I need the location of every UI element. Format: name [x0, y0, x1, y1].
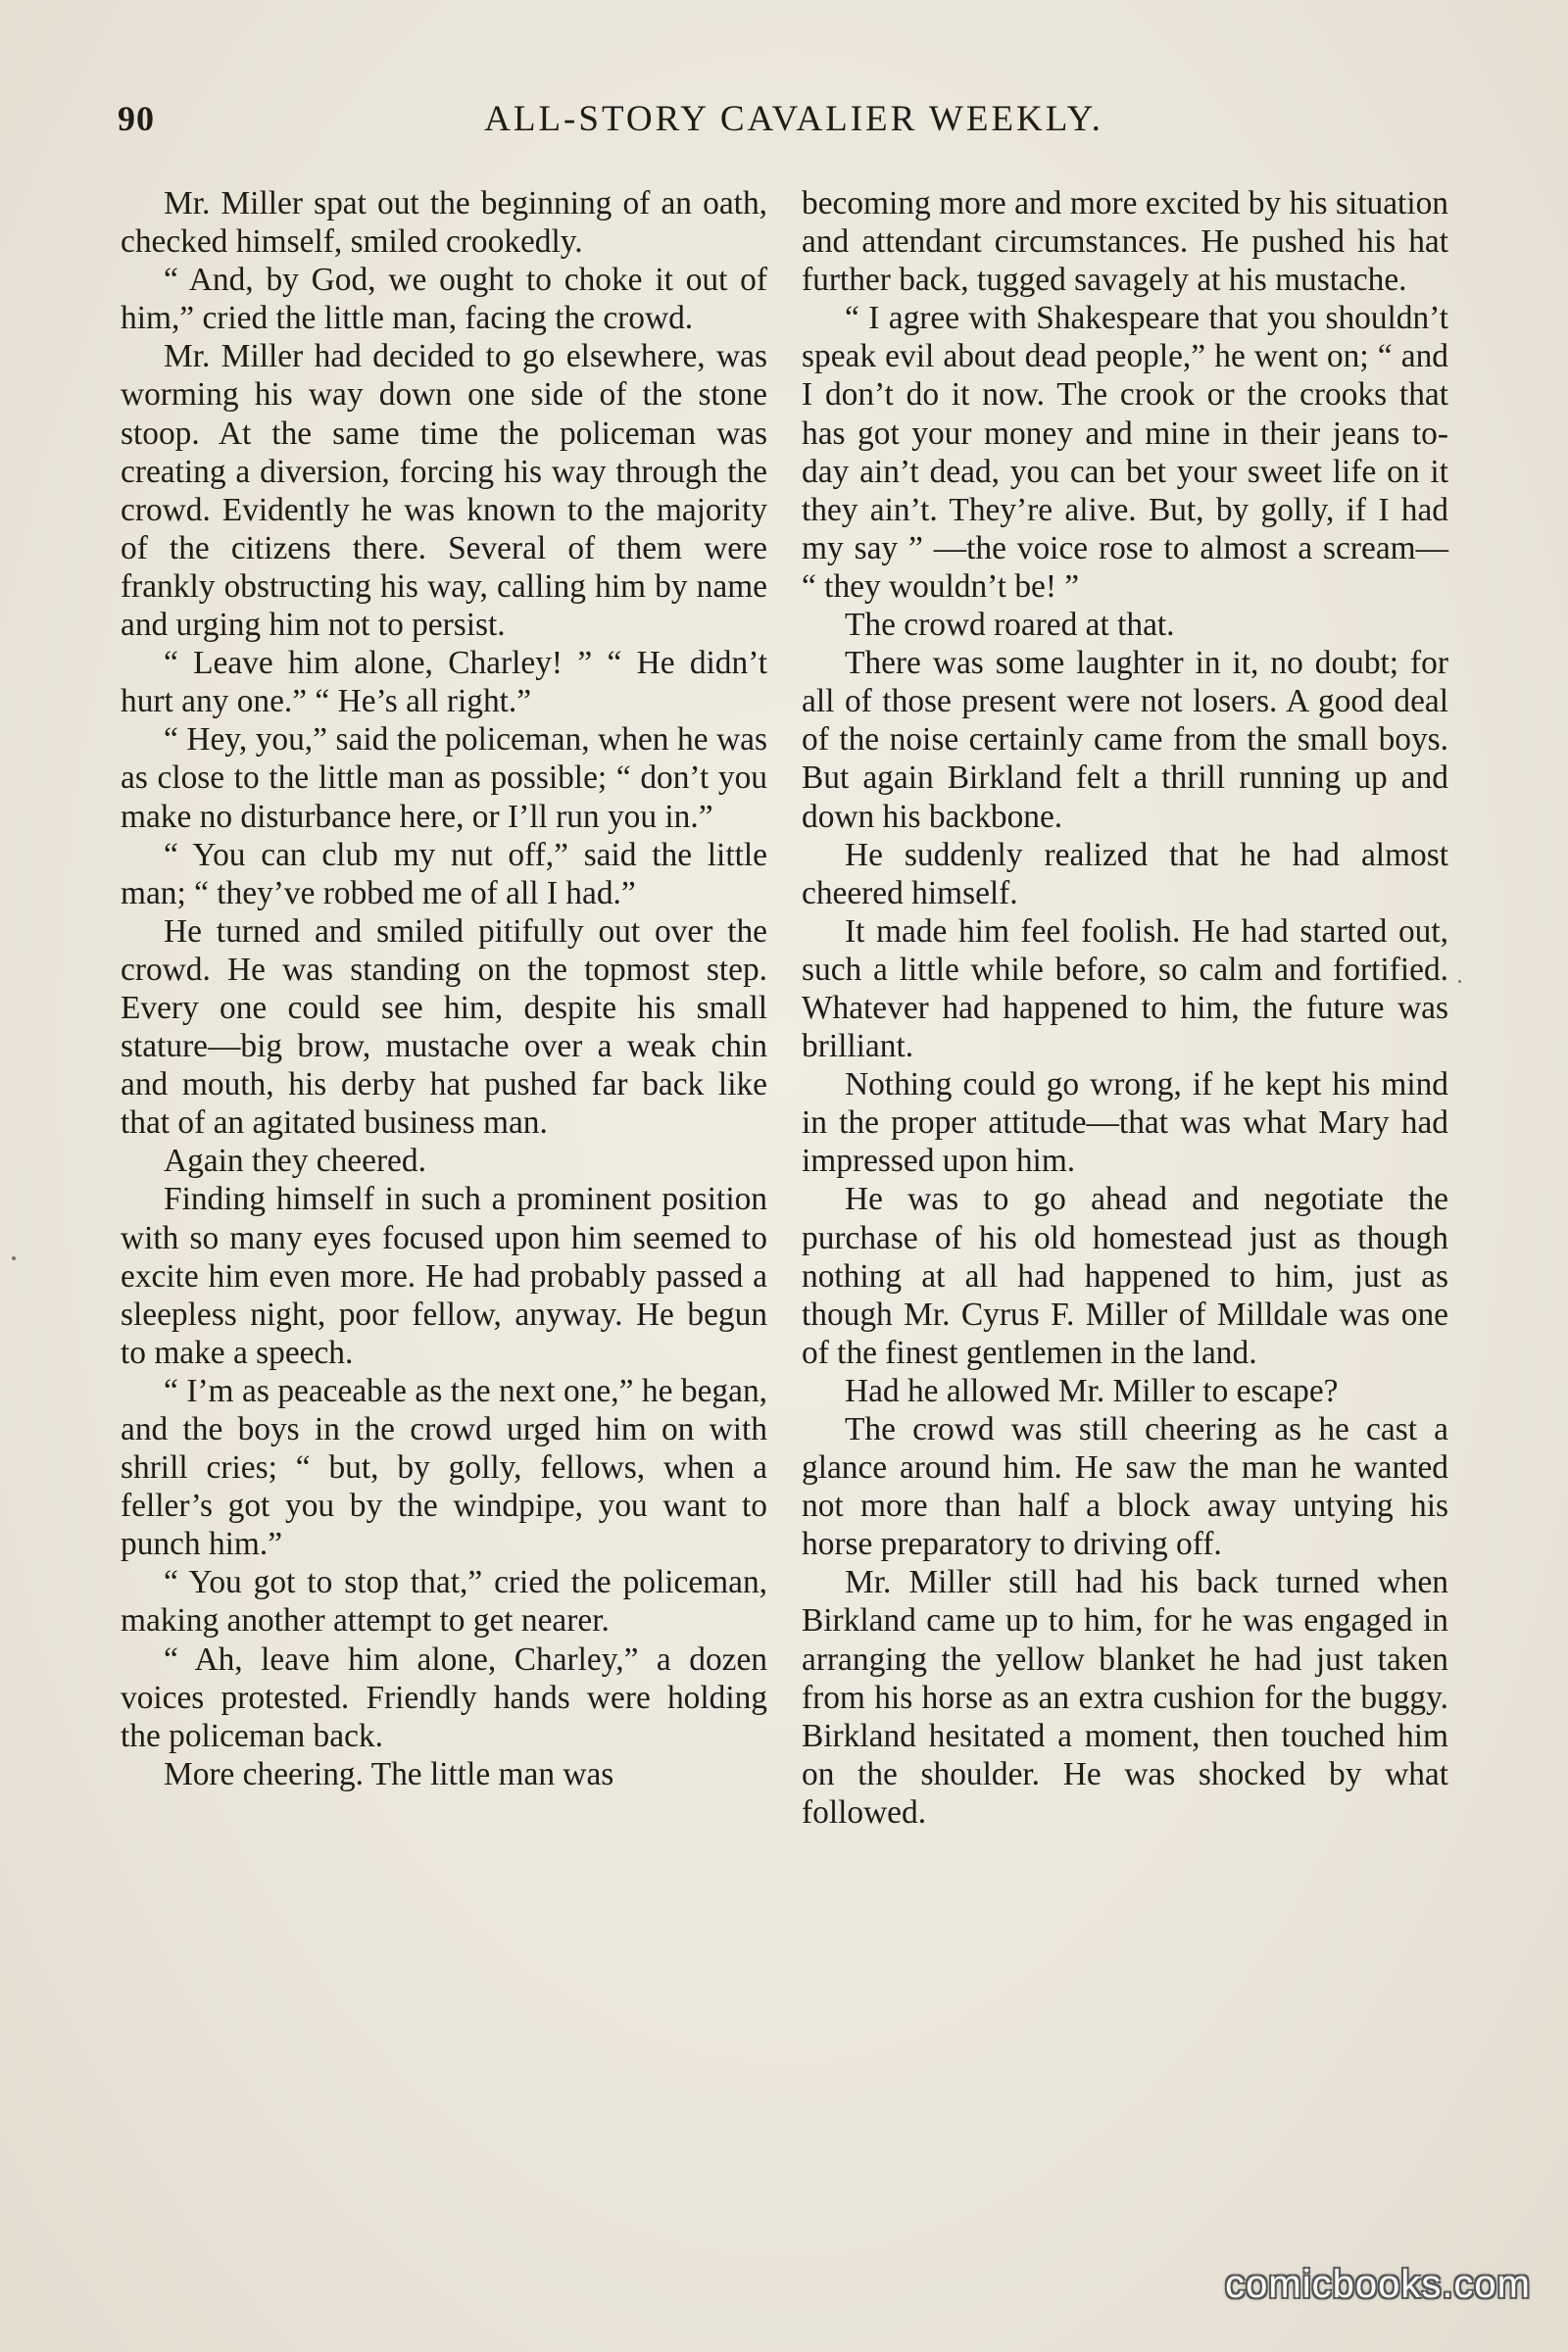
paragraph: Again they cheered.: [164, 1143, 426, 1180]
paragraph: becoming more and more excited by his situation and attendant circumstances. He pushed his hat further back, tugged savagely at his mustache.: [802, 185, 1448, 299]
page-number: 90: [118, 99, 155, 138]
paragraph: “ I agree with Shakespeare that you shouldn’t speak evil about dead people,” he went on; “ and I don’t do it now. The crook or the crooks that has got your money and mine in their jeans to-day ain’t dead, you can bet your sweet life on it they ain’t. They’re alive. But, by golly, if I had my say ” —the voice rose to almost a scream— “ they wouldn’t be! ”: [802, 300, 1448, 605]
page-header: [118, 98, 1470, 157]
watermark: comicbooks.com: [1225, 2263, 1531, 2306]
paragraph: “ I’m as peaceable as the next one,” he began, and the boys in the crowd urged him on with shrill cries; “ but, by golly, fellows, when a feller’s got you by the windpipe, you want to punch him.”: [121, 1372, 767, 1563]
paragraph: “ You can club my nut off,” said the little man; “ they’ve robbed me of all I had.”: [121, 836, 767, 911]
paper-speck: [1458, 980, 1461, 983]
running-title: ALL-STORY CAVALIER WEEKLY.: [484, 99, 1103, 139]
right-column: [802, 184, 1448, 1832]
paragraph: The crowd was still cheering as he cast a glance around him. He saw the man he wanted not more than half a block away untying his horse preparatory to driving off.: [802, 1411, 1448, 1563]
paragraph: Finding himself in such a prominent position with so many eyes focused upon him seemed to excite him even more. He had probably passed a sleepless night, poor fellow, anyway. He begun to make a speech.: [121, 1181, 767, 1371]
paragraph: There was some laughter in it, no doubt; for all of those present were not losers. A good deal of the noise certainly came from the small boys. But again Birkland felt a thrill running up and down his backbone.: [802, 645, 1448, 835]
paragraph: “ Ah, leave him alone, Charley,” a dozen voices protested. Friendly hands were holding the policeman back.: [121, 1641, 767, 1754]
paragraph: More cheering. The little man was: [164, 1755, 614, 1792]
paragraph: Mr. Miller still had his back turned when Birkland came up to him, for he was engaged in arranging the yellow blanket he had just taken from his horse as an extra cushion for the buggy. Birkland hesitated a moment, then touched him on the shoulder. He was shocked by what followed.: [802, 1564, 1448, 1831]
paragraph: Nothing could go wrong, if he kept his mind in the proper attitude—that was what Mary had impressed upon him.: [802, 1066, 1448, 1180]
paragraph: The crowd roared at that.: [845, 607, 1175, 644]
paragraph: “ And, by God, we ought to choke it out of him,” cried the little man, facing the crowd.: [121, 262, 767, 337]
paper-speck: [12, 1256, 16, 1260]
paragraph: He turned and smiled pitifully out over the crowd. He was standing on the topmost step. Every one could see him, despite his small stature—big brow, mustache over a weak chin and mouth, his derby hat pushed far back like that of an agitated business man.: [121, 912, 767, 1142]
paragraph: “ Leave him alone, Charley! ” “ He didn’t hurt any one.” “ He’s all right.”: [121, 645, 767, 720]
paragraph: Mr. Miller spat out the beginning of an oath, checked himself, smiled crookedly.: [121, 185, 767, 261]
paragraph: It made him feel foolish. He had started out, such a little while before, so calm and fortified. Whatever had happened to him, the future was brilliant.: [802, 912, 1448, 1065]
paragraph: He was to go ahead and negotiate the purchase of his old homestead just as though nothing at all had happened to him, just as though Mr. Cyrus F. Miller of Milldale was one of the finest gentlemen in the land.: [802, 1181, 1448, 1371]
paragraph: “ Hey, you,” said the policeman, when he was as close to the little man as possible; “ don’t you make no disturbance here, or I’ll run you in.”: [121, 721, 767, 835]
paragraph: He suddenly realized that he had almost cheered himself.: [802, 836, 1448, 911]
paragraph: Had he allowed Mr. Miller to escape?: [845, 1372, 1339, 1409]
paragraph: Mr. Miller had decided to go elsewhere, was worming his way down one side of the stone stoop. At the same time the policeman was creating a diversion, forcing his way through the crowd. Evidently he was known to the majority of the citizens there. Several of them were frankly obstructing his way, calling him by name and urging him not to persist.: [121, 338, 767, 644]
left-column: [121, 184, 767, 1793]
paragraph: “ You got to stop that,” cried the policeman, making another attempt to get nearer.: [121, 1564, 767, 1640]
